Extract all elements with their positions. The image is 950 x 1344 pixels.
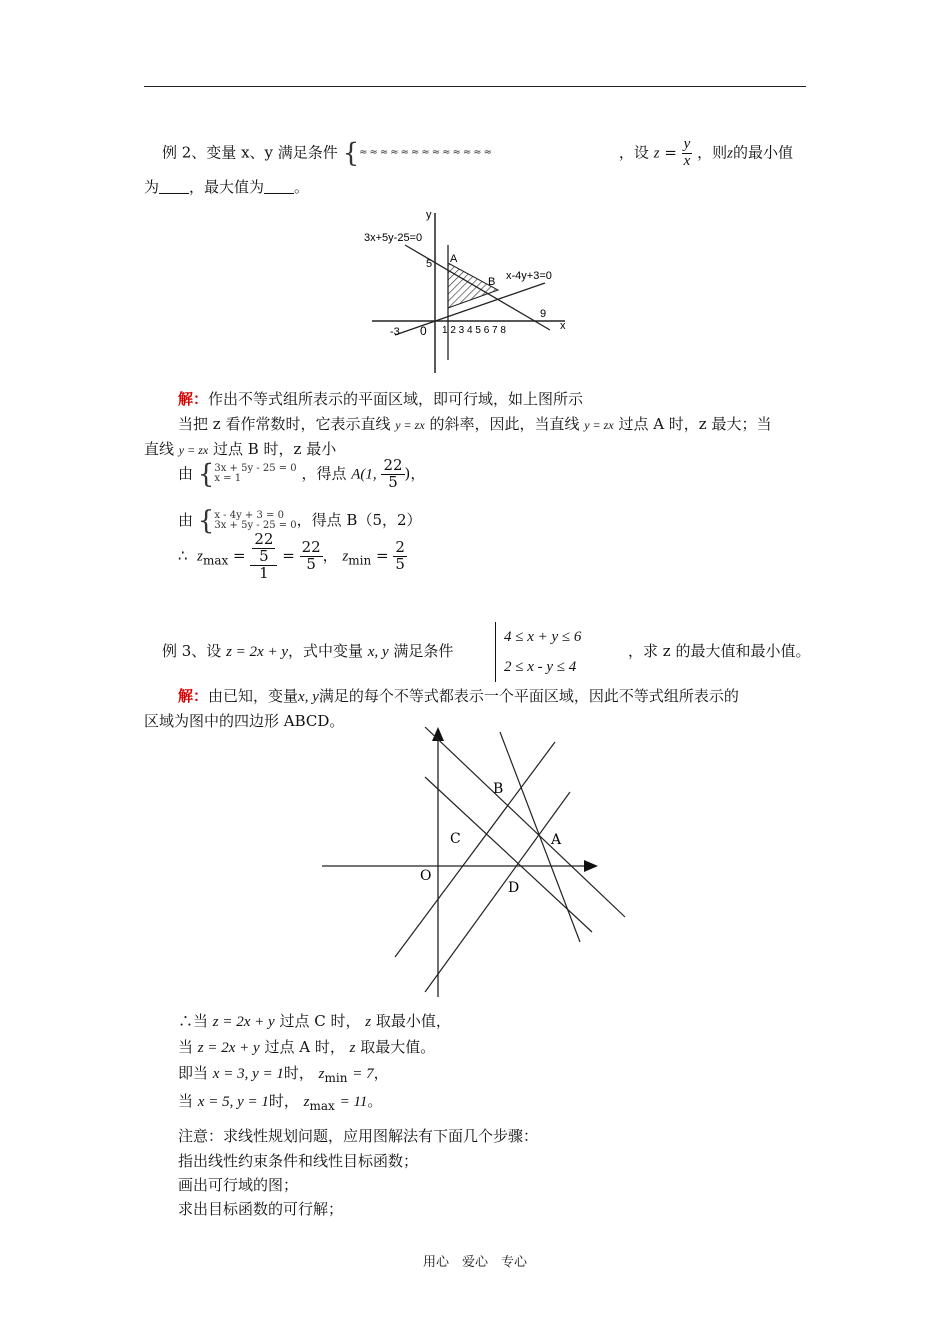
y-axis-label: y — [426, 209, 432, 221]
point-b-label: B — [488, 276, 496, 288]
point-b-label: B — [493, 781, 504, 797]
x-axis-label: x — [560, 320, 566, 332]
ex2-line2: 为 ，最大值为 。 — [144, 178, 310, 196]
ex2-step-a: 由 {3x + 5y - 25 = 0 x = 1 ，得点 A(1, $\frac{22}{5}$ )， — [178, 456, 426, 491]
z-fraction: $\frac{y}{x}$ — [683, 136, 691, 169]
origin-label: 0 — [420, 324, 427, 338]
line2-label: x-4y+3=0 — [506, 270, 552, 282]
ex2-sol-2: 当把 z 看作常数时，它表示直线 y = zx 的斜率，因此，当直线 y = zx 过点 A 时，z 最大；当 — [178, 415, 772, 433]
ex2-graph — [360, 205, 590, 375]
ex3-graph — [320, 727, 630, 1002]
point-a-label: A — [450, 253, 458, 265]
ex3-sol-1: 解：由已知，变量x, y满足的每个不等式都表示一个平面区域，因此不等式组所表示的 — [178, 687, 739, 705]
x-ticks: 1 2 3 4 5 6 7 8 — [442, 325, 506, 336]
ex2-conditions-blurred: { — [342, 138, 360, 169]
note-line-1: 注意：求线性规划问题，应用图解法有下面几个步骤： — [178, 1127, 539, 1145]
point-a-label: A — [551, 832, 562, 848]
tick-neg3: -3 — [390, 326, 400, 338]
page-footer: 用心 爱心 专心 — [422, 1255, 527, 1270]
ex3-conditions: 4 ≤ x + y ≤ 6 2 ≤ x - y ≤ 4 — [495, 622, 581, 682]
tick-5: 5 — [426, 258, 433, 270]
ex2-step-b: 由 {x - 4y + 3 = 0 3x + 5y - 25 = 0，得点 B（5，2） — [178, 506, 422, 536]
tick-9: 9 — [540, 308, 547, 320]
line1-label: 3x+5y-25=0 — [364, 232, 423, 244]
ex3-step-3: 即当 x = 3, y = 1时， $z_{min} = 7$， — [178, 1064, 389, 1085]
ex2-line1: 例 2、变量 x、y 满足条件 {≈≈≈≈≈≈≈≈≈≈≈≈≈ ，设 z = $\frac{y}{x}$ ，则z的最小值 — [162, 136, 793, 169]
ex3-sol-2: 区域为图中的四边形 ABCD。 — [144, 712, 345, 730]
ex3-ask: ，求 z 的最大值和最小值。 — [628, 642, 811, 660]
origin-label: O — [420, 868, 432, 884]
point-c-label: C — [450, 831, 461, 847]
ex3-step-2: 当 z = 2x + y 过点 A 时， z 取最大值。 — [178, 1038, 436, 1056]
note-line-4: 求出目标函数的可行解； — [178, 1200, 344, 1218]
point-d-label: D — [508, 880, 520, 896]
ex3-step-1: ∴当 z = 2x + y 过点 C 时， z 取最小值， — [178, 1012, 451, 1030]
header-rule — [144, 86, 806, 87]
note-line-2: 指出线性约束条件和线性目标函数； — [178, 1152, 419, 1170]
ex2-result: ∴ $z_{max}$ = $\frac{\frac{22}{5}}{1}$ = $\frac{22}{5}$ ， $z_{min}$ = $\frac{2}{5}$ — [178, 530, 405, 582]
ex2-sol-1: 解：作出不等式组所表示的平面区域，即可行域，如上图所示 — [178, 390, 584, 408]
ex2-sol-3: 直线 y = zx 过点 B 时，z 最小 — [144, 440, 337, 458]
ex3-step-4: 当 x = 5, y = 1时， $z_{max} = 11$。 — [178, 1092, 383, 1113]
ex3-line1: 例 3、设 z = 2x + y，式中变量 x, y 满足条件 — [162, 642, 454, 660]
ex2-label: 例 2、变量 x、y 满足条件 — [162, 143, 338, 162]
note-line-3: 画出可行域的图； — [178, 1176, 299, 1194]
x-axis-arrow-icon — [584, 860, 598, 872]
